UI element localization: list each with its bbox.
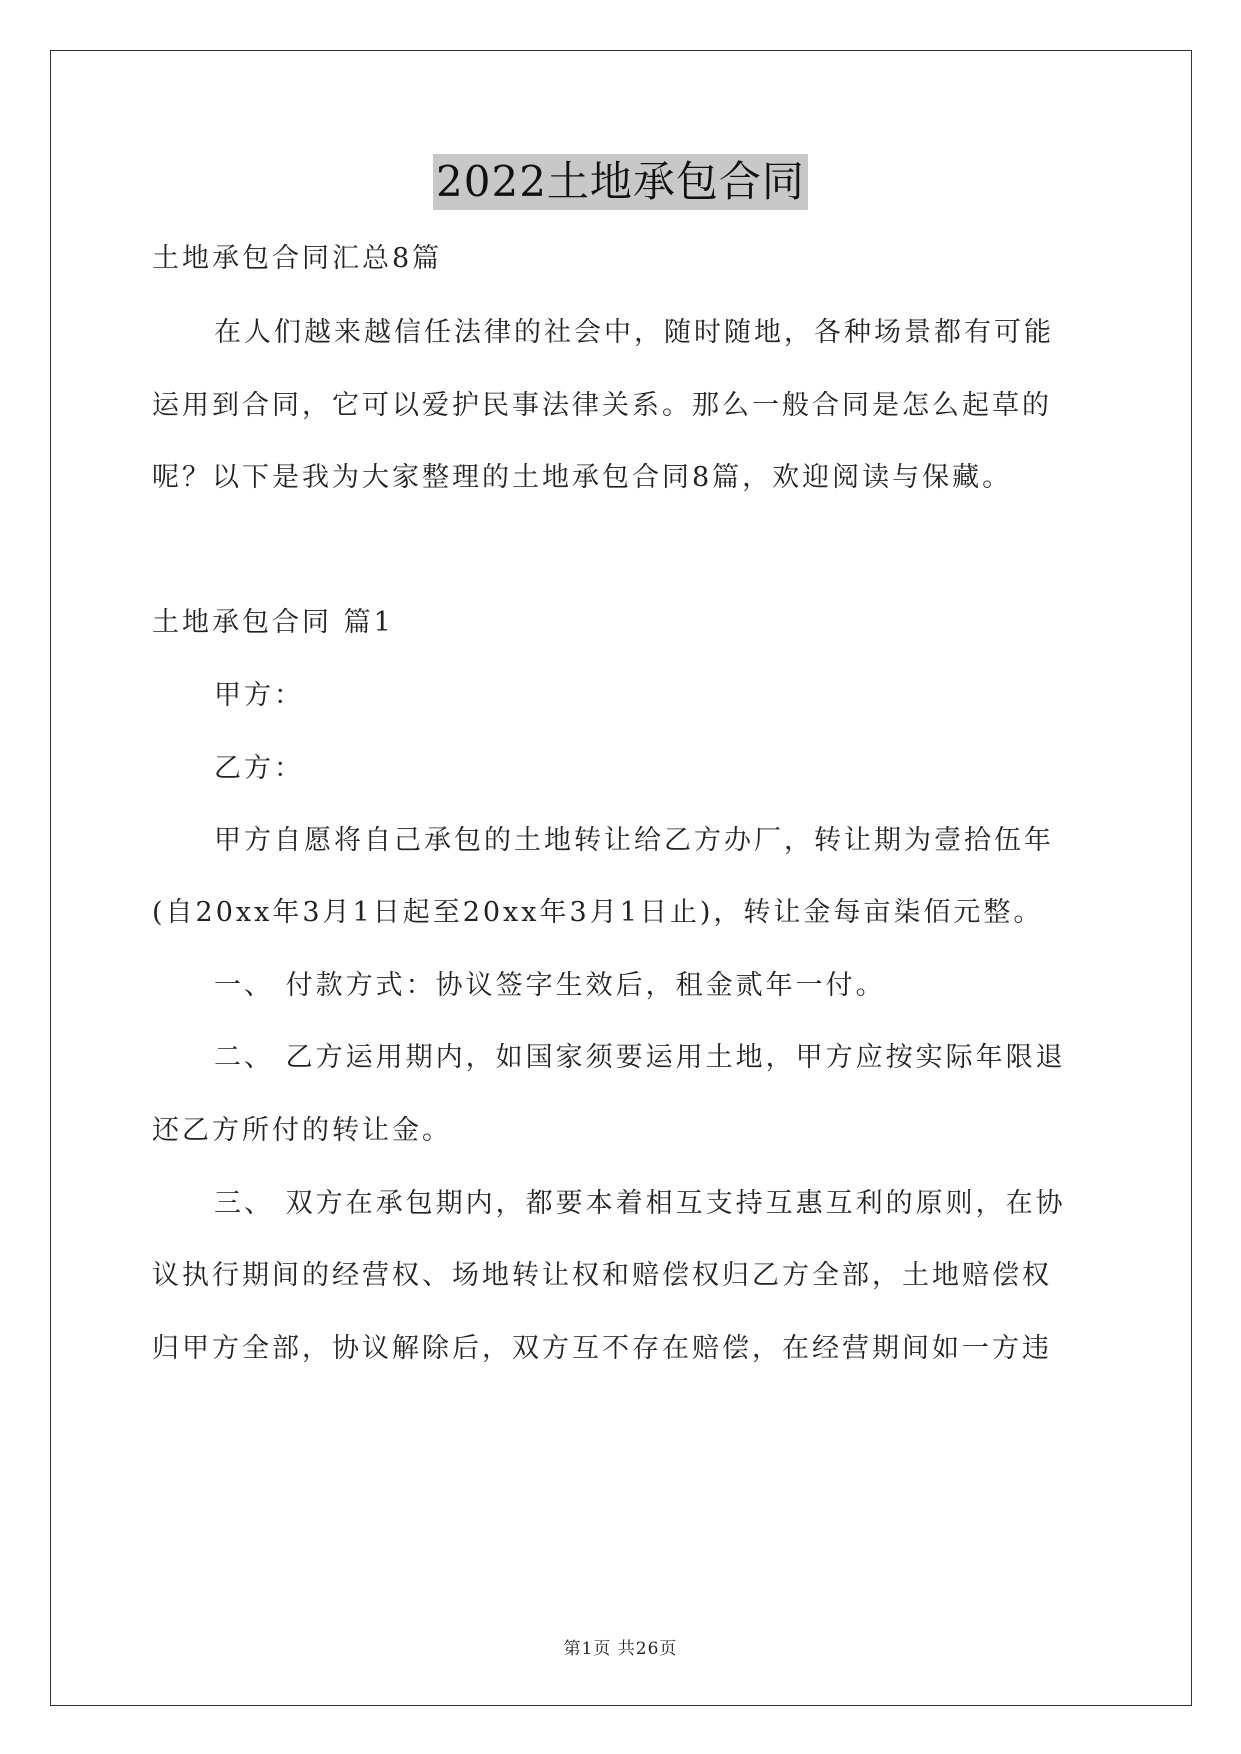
page-border [50,50,1192,1706]
clause-line: 三、 双方在承包期内，都要本着相互支持互惠互利的原则，在协 [214,1188,1066,1219]
page-footer: 第1页 共26页 [563,1639,678,1659]
party-a-line: 甲方： [214,680,304,711]
clause-line: 二、 乙方运用期内，如国家须要运用土地，甲方应按实际年限退 [214,1042,1066,1073]
document-title: 2022土地承包合同 [433,154,808,210]
subtitle-line: 土地承包合同汇总8篇 [152,243,443,274]
paragraph-line: 归甲方全部，协议解除后，双方互不存在赔偿，在经营期间如一方违 [152,1333,1052,1364]
paragraph-line: 还乙方所付的转让金。 [152,1115,452,1146]
paragraph-line: 在人们越来越信任法律的社会中，随时随地，各种场景都有可能 [214,317,1054,348]
party-b-line: 乙方： [214,753,304,784]
paragraph-line: 运用到合同，它可以爱护民事法律关系。那么一般合同是怎么起草的 [152,390,1052,421]
title-container [0,154,1241,210]
paragraph-line: 议执行期间的经营权、场地转让权和赔偿权归乙方全部，土地赔偿权 [152,1260,1052,1291]
paragraph-line: (自20xx年3月1日起至20xx年3月1日止)，转让金每亩柒佰元整。 [152,897,1044,928]
section-heading: 土地承包合同 篇1 [152,607,394,638]
clause-line: 一、 付款方式：协议签字生效后，租金贰年一付。 [214,970,886,1001]
paragraph-line: 甲方自愿将自己承包的土地转让给乙方办厂，转让期为壹拾伍年 [214,825,1054,856]
paragraph-line: 呢？以下是我为大家整理的土地承包合同8篇，欢迎阅读与保藏。 [152,462,1013,493]
